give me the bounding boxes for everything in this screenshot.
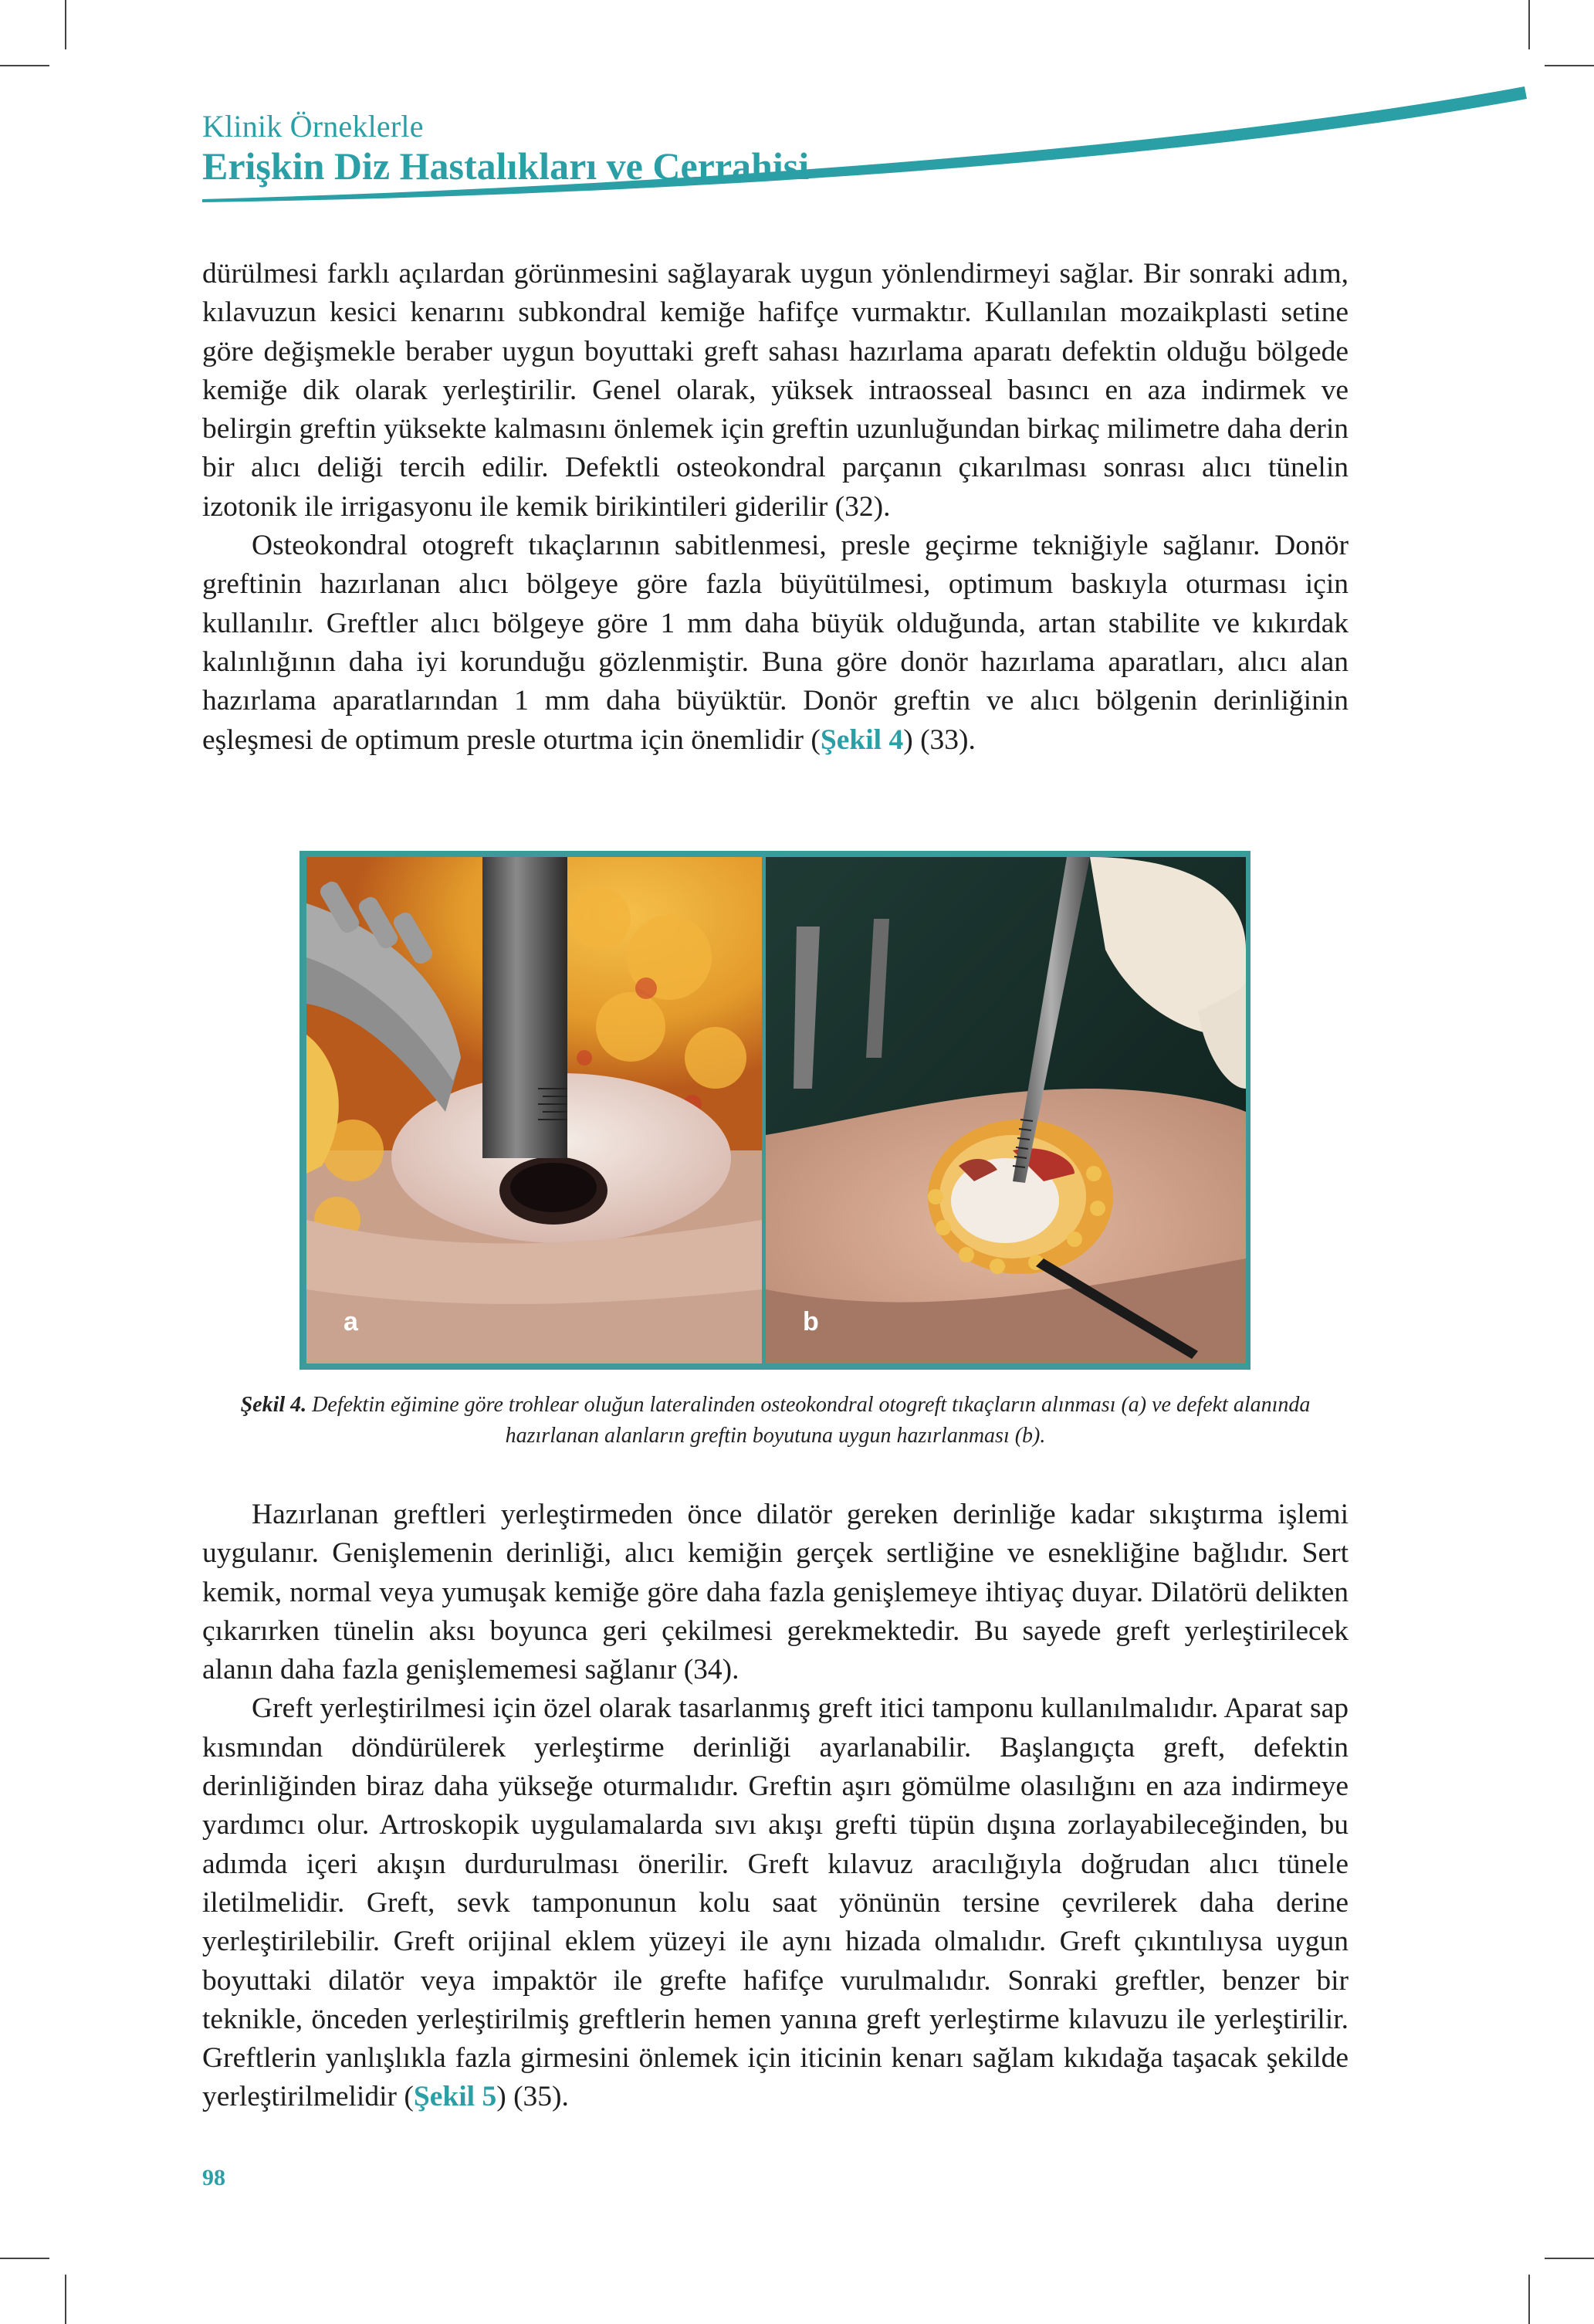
figure-panel-a-photo	[306, 857, 762, 1364]
page-number: 98	[202, 2165, 225, 2190]
paragraph: dürülmesi farklı açılardan görünmesini sağlayarak uygun yönlendirmeyi sağlar. Bir sonraki adım, kılavuzun kesici kenarını subkondral kemiğe hafifçe vurmaktır. Kullanılan mozaikplasti setine göre değişmekle beraber uygun boyuttaki greft sahası hazırlama aparatı defektin olduğu bölgede kemiğe dik olarak yerleştirilir. Genel olarak, yüksek intraosseal basıncı en aza indirmek ve belirgin greftin yüksekte kalmasını önlemek için greftin uzunluğundan birkaç milimetre daha derin bir alıcı deliği tercih edilir. Defektli osteokondral parçanın çıkarılması sonrası alıcı tünelin izotonik ile irrigasyonu ile kemik birikintileri giderilir (32).	[202, 258, 1349, 523]
caption-label: Şekil 4.	[240, 1393, 307, 1417]
crop-mark	[1545, 2258, 1594, 2259]
figure-reference-link[interactable]: Şekil 4	[820, 723, 904, 756]
panel-label-b: b	[803, 1307, 819, 1336]
figure-reference-link[interactable]: Şekil 5	[413, 2081, 497, 2113]
paragraph: Osteokondral otogreft tıkaçlarının sabitlenmesi, presle geçirme tekniğiyle sağlanır. Donör greftinin hazırlanan alıcı bölgeye göre fazla büyütülmesi, optimum baskıyla oturması için kullanılır. Greftler alıcı bölgeye göre 1 mm daha büyük olduğunda, artan stabilite ve kıkırdak kalınlığının daha iyi korunduğu gözlenmiştir. Buna göre donör hazırlama aparatları, alıcı alan hazırlama aparatlarından 1 mm daha büyüktür. Donör greftin ve alıcı bölgenin derinliğinin eşleşmesi de optimum presle oturtma için önemlidir (Şekil 4) (33).	[202, 530, 1349, 756]
body-text-bottom	[202, 1496, 1349, 2117]
crop-mark	[65, 2275, 66, 2324]
figure-4	[300, 851, 1250, 1370]
paragraph: Hazırlanan greftleri yerleştirmeden önce dilatör gereken derinliğe kadar sıkıştırma işlemi uygulanır. Genişlemenin derinliği, alıcı kemiğin gerçek sertliğine ve esnekliğine bağlıdır. Sert kemik, normal veya yumuşak kemiğe göre daha fazla genişlemeye ihtiyaç duyar. Dilatörü delikten çıkarırken tünelin aksı boyunca geri çekilmesi gerekmektedir. Bu sayede greft yerleştirilecek alanın daha fazla genişlememesi sağlanır (34).	[202, 1499, 1349, 1686]
caption-text: Defektin eğimine göre trohlear oluğun lateralinden osteokondral otogreft tıkaçların alınması (a) ve defekt alanında hazırlanan alanların greftin boyutuna uygun hazırlanması (b).	[312, 1393, 1311, 1448]
figure-panel-b-photo	[766, 857, 1246, 1364]
book-subtitle: Klinik Örneklerle	[202, 109, 424, 144]
paragraph: Greft yerleştirilmesi için özel olarak tasarlanmış greft itici tamponu kullanılmalıdır. Aparat sap kısmından döndürülerek yerleştirme derinliği ayarlanabilir. Başlangıçta greft, defektin derinliğinden biraz daha yükseğe oturmalıdır. Greftin aşırı gömülme olasılığını en aza indirmeye yardımcı olur. Artroskopik uygulamalarda sıvı akışı grefti tüpün dışına zorlayabileceğinden, bu adımda içeri akışın durdurulması önerilir. Greft kılavuz aracılığıyla doğrudan alıcı tünele iletilmelidir. Greft, sevk tamponunun kolu saat yönünün tersine çevrilerek daha derine yerleştirilebilir. Greft orijinal eklem yüzeyi ile aynı hizada olmalıdır. Greft çıkıntılıysa uygun boyuttaki dilatör veya impaktör ile grefte hafifçe vurulmalıdır. Sonraki greftler, benzer bir teknikle, önceden yerleştirilmiş greftlerin hemen yanına greft yerleştirme kılavuzu ile yerleştirilir. Greftlerin yanlışlıkla fazla girmesini önlemek için iticinin kenarı sağlam kıkıdağa taşacak şekilde yerleştirilmelidir (Şekil 5) (35).	[202, 1692, 1349, 2113]
crop-mark	[0, 2258, 49, 2259]
panel-label-a: a	[344, 1307, 358, 1336]
book-title: Erişkin Diz Hastalıkları ve Cerrahisi	[202, 144, 810, 188]
figure-caption	[202, 1390, 1349, 1452]
crop-mark	[1528, 2275, 1530, 2324]
body-text-top	[202, 255, 1349, 760]
